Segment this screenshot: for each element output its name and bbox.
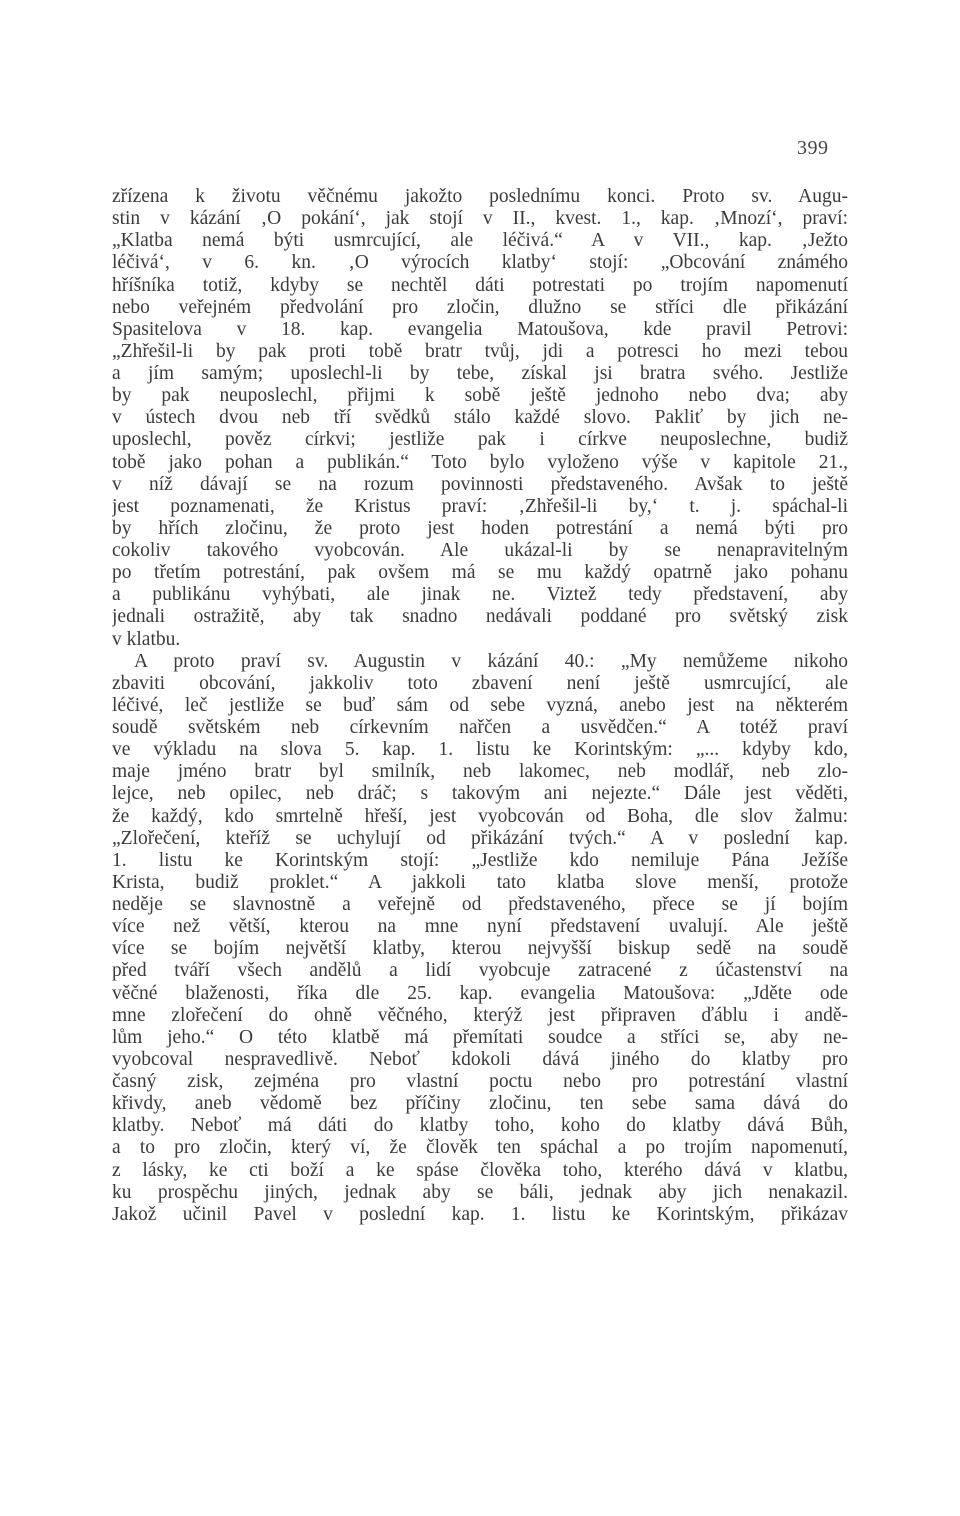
text-line: v ústech dvou neb tří svědků stálo každé slovo. Pakliť by jich ne-: [112, 407, 848, 429]
text-line: by hřích zločinu, že proto jest hoden potrestání a nemá býti pro: [112, 517, 848, 539]
text-line: hříšníka totiž, kdyby se nechtěl dáti potrestati po trojím napomenutí: [112, 274, 848, 296]
text-line: více než větší, kterou na mne nyní představení uvalují. Ale ještě: [112, 916, 848, 938]
text-line: věčné blaženosti, říka dle 25. kap. evangelia Matoušova: „Jděte ode: [112, 982, 848, 1004]
text-line: Jakož učinil Pavel v poslední kap. 1. listu ke Korintským, přikázav: [112, 1203, 848, 1225]
text-line: po třetím potrestání, pak ovšem má se mu každý opatrně jako pohanu: [112, 562, 848, 584]
text-line: by pak neuposlechl, přijmi k sobě ještě jednoho nebo dva; aby: [112, 385, 848, 407]
text-line: mne zlořečení do ohně věčného, kterýž jest připraven ďáblu i andě-: [112, 1004, 848, 1026]
text-line: léčivé, leč jestliže se buď sám od sebe vyzná, anebo jest na některém: [112, 694, 848, 716]
text-line: jednali ostražitě, aby tak snadno nedávali poddané pro světský zisk: [112, 606, 848, 628]
text-line: lejce, neb opilec, neb dráč; s takovým ani nejezte.“ Dále jest věděti,: [112, 783, 848, 805]
text-line: a jím samým; uposlechl-li by tebe, získal jsi bratra svého. Jestliže: [112, 363, 848, 384]
text-line: zřízena k životu věčnému jakožto poslednímu konci. Proto sv. Augu-: [112, 186, 848, 207]
text-line: a to pro zločin, který ví, že člověk ten spáchal a po trojím napomenutí,: [112, 1137, 848, 1159]
text-line: „Zhřešil-li by pak proti tobě bratr tvůj, jdi a potresci ho mezi tebou: [112, 340, 848, 362]
text-line: před tváří všech andělů a lidí vyobcuje zatracené z účastenství na: [112, 960, 848, 982]
text-line: léčivá‘, v 6. kn. ‚O výrocích klatby‘ stojí: „Obcování známého: [112, 252, 848, 274]
text-line: v níž dávají se na rozum povinnosti představeného. Avšak to ještě: [112, 473, 848, 495]
text-line: „Klatba nemá býti usmrcující, ale léčivá.“ A v VII., kap. ‚Ježto: [112, 230, 848, 252]
text-line: 1. listu ke Korintským stojí: „Jestliže kdo nemiluje Pána Ježíše: [112, 849, 848, 871]
text-line: maje jméno bratr byl smilník, neb lakomec, neb modlář, neb zlo-: [112, 761, 848, 783]
text-line: vyobcoval nespravedlivě. Neboť kdokoli dává jiného do klatby pro: [112, 1048, 848, 1070]
text-line: klatby. Neboť má dáti do klatby toho, koho do klatby dává Bůh,: [112, 1115, 848, 1137]
text-line: Krista, budiž proklet.“ A jakkoli tato klatba slove menší, protože: [112, 871, 848, 893]
text-line: soudě světském neb církevním nařčen a usvědčen.“ A totéž praví: [112, 717, 848, 738]
text-line: jest poznamenati, že Kristus praví: ‚Zhřešil-li by,‘ t. j. spáchal-li: [112, 495, 848, 517]
text-line: neděje se slavnostně a veřejně od představeného, přece se jí bojím: [112, 894, 848, 915]
text-line: že každý, kdo smrtelně hřeší, jest vyobcován od Boha, dle slov žalmu:: [112, 805, 848, 827]
text-line: časný zisk, zejména pro vlastní poctu nebo pro potrestání vlastní: [112, 1071, 848, 1092]
text-line: ve výkladu na slova 5. kap. 1. listu ke Korintským: „... kdyby kdo,: [112, 739, 848, 761]
text-line: „Zlořečení, kteříž se uchylují od přikázání tvých.“ A v poslední kap.: [112, 827, 848, 849]
page-number: 399: [797, 137, 829, 159]
paragraph: [112, 186, 848, 651]
text-line: lům jeho.“ O této klatbě má přemítati soudce a stříci se, aby ne-: [112, 1026, 848, 1048]
text-line: a publikánu vyhýbati, ale jinak ne. Viztež tedy představení, aby: [112, 584, 848, 606]
text-line: z lásky, ke cti boží a ke spáse člověka toho, kterého dává v klatbu,: [112, 1159, 848, 1181]
paragraph: [112, 651, 848, 1226]
text-line: Spasitelova v 18. kap. evangelia Matoušova, kde pravil Petrovi:: [112, 318, 848, 340]
body-text: [112, 186, 848, 1226]
text-line: zbaviti obcování, jakkoliv toto zbavení není ještě usmrcující, ale: [112, 672, 848, 694]
text-line: stin v kázání ‚O pokání‘, jak stojí v II., kvest. 1., kap. ‚Mnozí‘, praví:: [112, 208, 848, 230]
text-line: v klatbu.: [112, 628, 181, 650]
text-line: cokoliv takového vyobcován. Ale ukázal-li by se nenapravitelným: [112, 540, 848, 561]
text-line: křivdy, aneb vědomě bez příčiny zločinu, ten sebe sama dává do: [112, 1093, 848, 1115]
text-line: více se bojím největší klatby, kterou nejvyšší biskup sedě na soudě: [112, 938, 848, 960]
text-line: tobě jako pohan a publikán.“ Toto bylo vyloženo výše v kapitole 21.,: [112, 451, 848, 473]
text-line: uposlechl, pověz církvi; jestliže pak i církve neuposlechne, budiž: [112, 429, 848, 451]
text-line: A proto praví sv. Augustin v kázání 40.: „My nemůžeme nikoho: [134, 650, 848, 672]
text-line: nebo veřejném předvolání pro zločin, dlužno se stříci dle přikázání: [112, 296, 848, 318]
text-line: ku prospěchu jiných, jednak aby se báli, jednak aby jich nenakazil.: [112, 1181, 848, 1203]
